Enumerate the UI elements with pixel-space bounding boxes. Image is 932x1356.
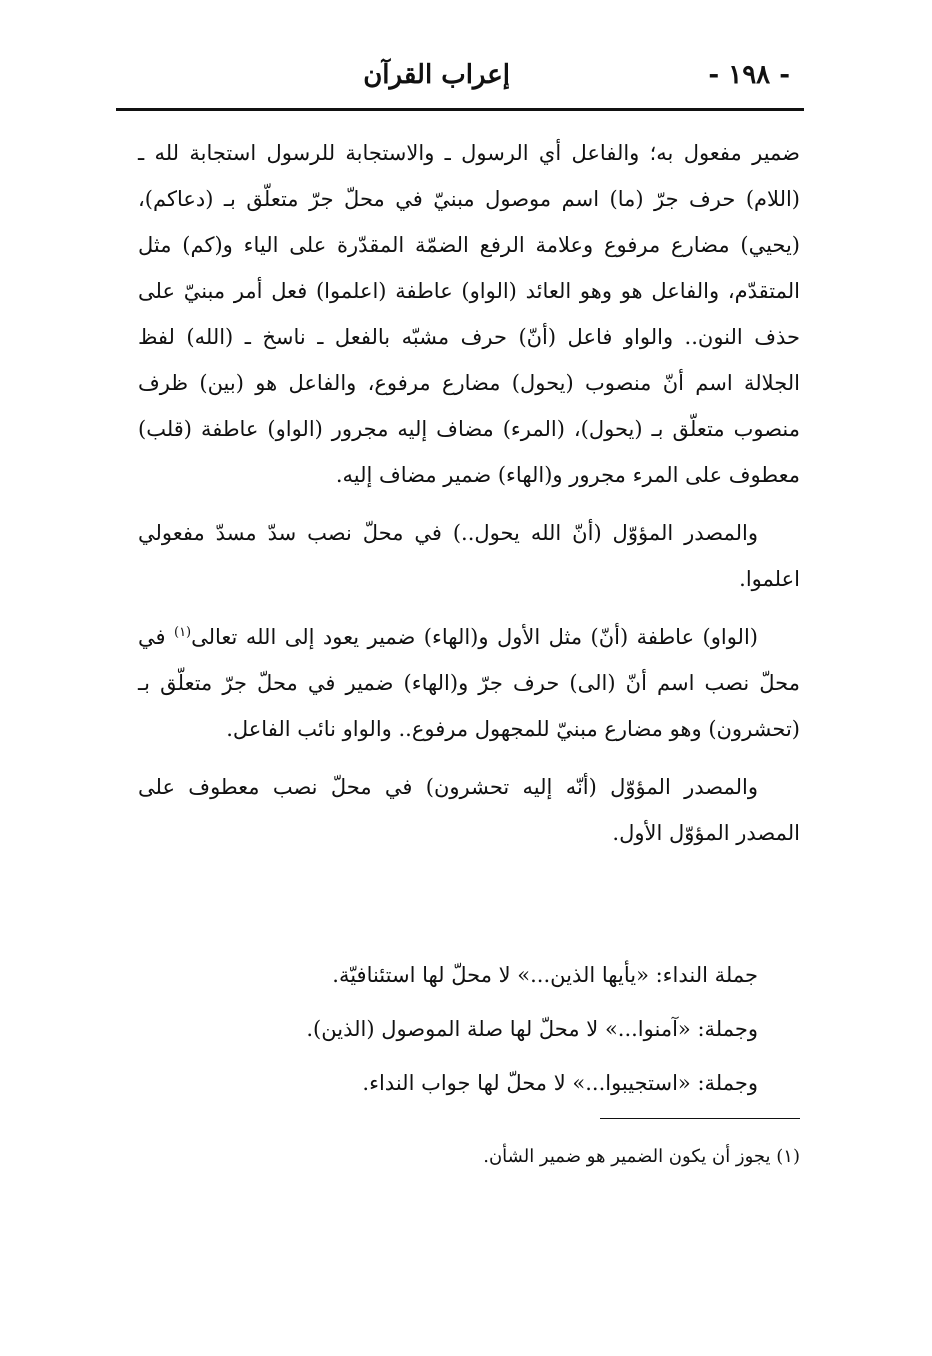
- sentence-analysis-item: جملة النداء: «يأيها الذين...» لا محلّ لها استئنافيّة.: [332, 963, 758, 987]
- body-text: [138, 130, 800, 868]
- page-header: [120, 58, 800, 102]
- paragraph-4: والمصدر المؤوّل (أنّه إليه تحشرون) في محلّ نصب معطوف على المصدر المؤوّل الأول.: [138, 775, 800, 845]
- paragraph-1: ضمير مفعول به؛ والفاعل أي الرسول ـ والاستجابة للرسول استجابة لله ـ (اللام) حرف جرّ (ما) اسم موصول مبنيّ في محلّ جرّ متعلّق بـ (دعاكم)، (يحيي) مضارع مرفوع وعلامة الرفع الضمّة المقدّرة على الياء و(كم) مثل المتقدّم، والفاعل هو وهو العائد (الواو) عاطفة (اعلموا) فعل أمر مبنيّ على حذف النون.. والواو فاعل (أنّ) حرف مشبّه بالفعل ـ ناسخ ـ (الله) لفظ الجلالة اسم أنّ منصوب (يحول) مضارع مرفوع، والفاعل هو (بين) ظرف منصوب متعلّق بـ (يحول)، (المرء) مضاف إليه مجرور (الواو) عاطفة (قلب) معطوف على المرء مجرور و(الهاء) ضمير مضاف إليه.: [138, 141, 800, 487]
- footnote-rule: [600, 1118, 800, 1119]
- book-title: إعراب القرآن: [363, 60, 510, 90]
- header-rule: [116, 108, 804, 111]
- footnote: (١) يجوز أن يكون الضمير هو ضمير الشأن.: [483, 1146, 800, 1167]
- paragraph-3-text: (الواو) عاطفة (أنّ) مثل الأول و(الهاء) ضمير يعود إلى الله تعالى: [191, 625, 758, 649]
- sentence-analysis-list: [138, 948, 758, 1110]
- sentence-analysis-item: وجملة: «آمنوا...» لا محلّ لها صلة الموصول (الذين).: [306, 1017, 758, 1041]
- footnote-marker: (١): [173, 625, 192, 640]
- page-number: - ١٩٨ -: [708, 60, 790, 90]
- paragraph-3-continuation: في محلّ نصب اسم أنّ (الى) حرف جرّ و(الهاء) ضمير في محلّ جرّ متعلّق بـ (تحشرون) وهو مضارع مبنيّ للمجهول مرفوع.. والواو نائب الفاعل.: [138, 625, 800, 741]
- paragraph-2: والمصدر المؤوّل (أنّ الله يحول..) في محلّ نصب سدّ مسدّ مفعولي اعلموا.: [138, 521, 800, 591]
- paragraph-3: [138, 614, 800, 752]
- sentence-analysis-item: وجملة: «استجيبوا...» لا محلّ لها جواب النداء.: [362, 1071, 758, 1095]
